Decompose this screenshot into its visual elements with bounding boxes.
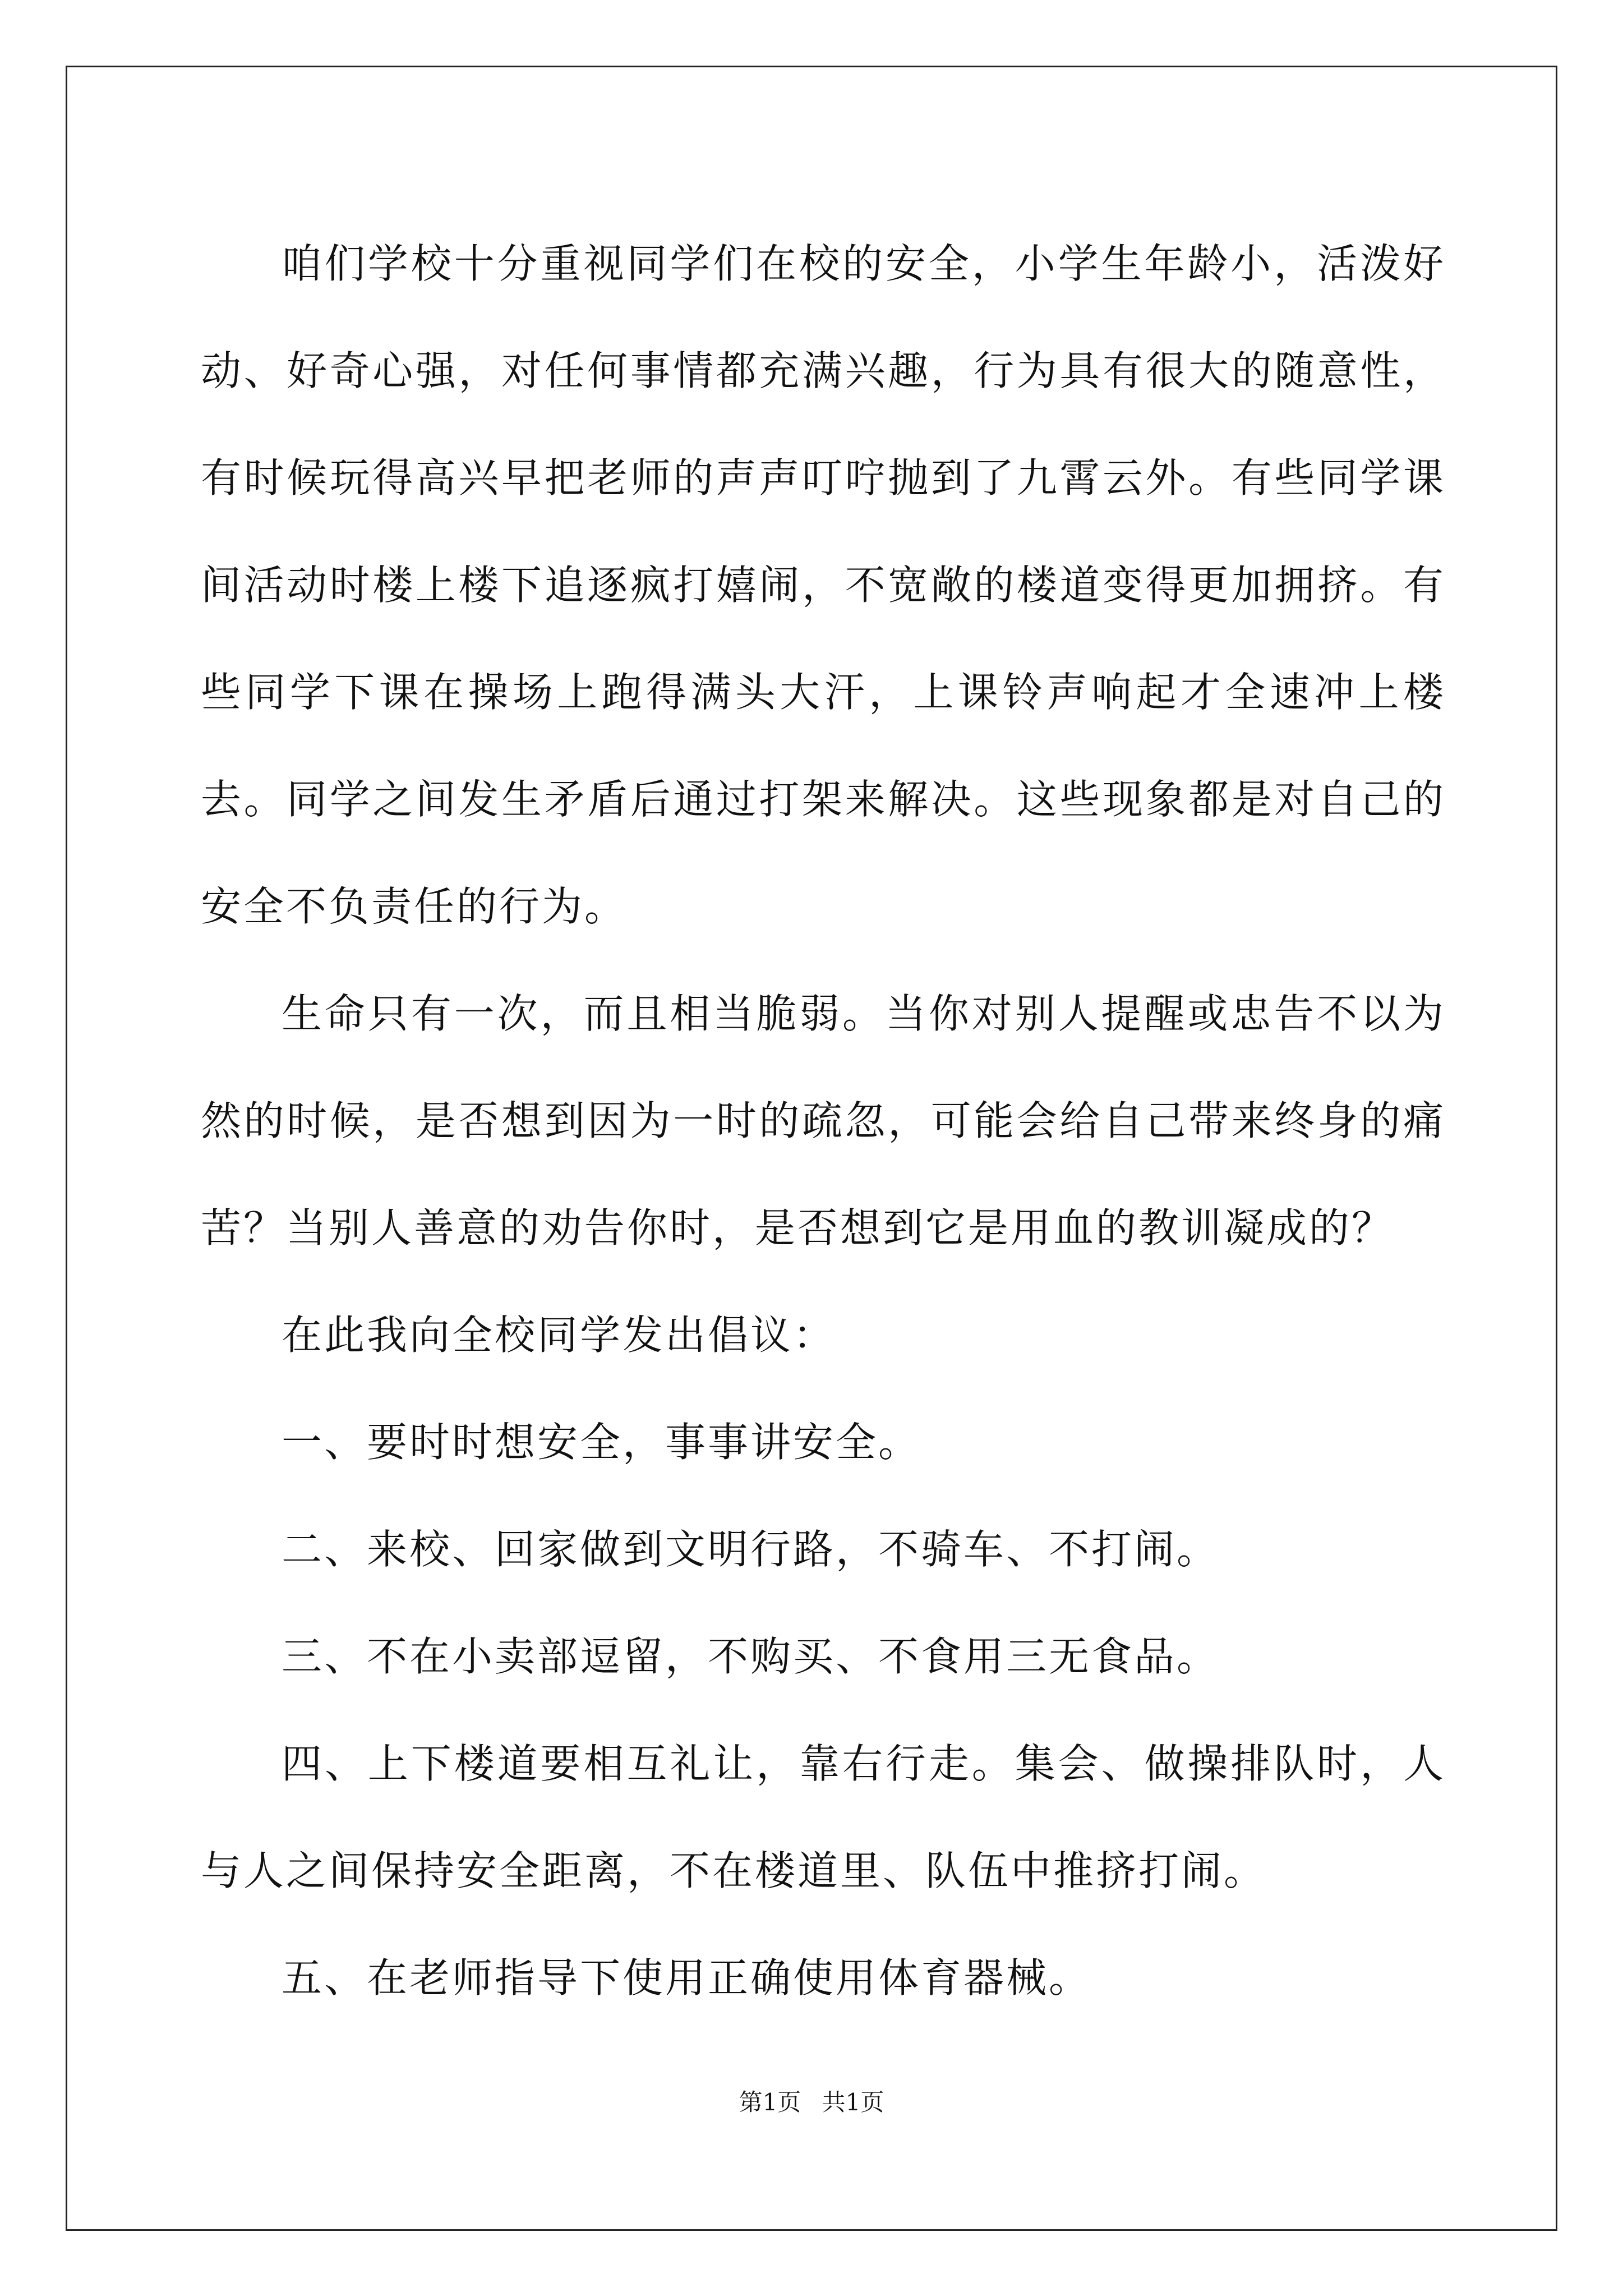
document-body [201,210,1446,2032]
paragraph: 生命只有一次，而且相当脆弱。当你对别人提醒或忠告不以为然的时候，是否想到因为一时的疏忽，可能会给自己带来终身的痛苦？当别人善意的劝告你时，是否想到它是用血的教训凝成的？ [201,990,1446,1251]
paragraph: 三、不在小卖部逗留，不购买、不食用三无食品。 [282,1633,1220,1680]
page-number: 第1页 [739,2088,801,2116]
paragraph: 四、上下楼道要相互礼让，靠右行走。集会、做操排队时，人与人之间保持安全距离，不在楼道里、队伍中推挤打闹。 [201,1740,1446,1894]
paragraph: 咱们学校十分重视同学们在校的安全，小学生年龄小，活泼好动、好奇心强，对任何事情都充满兴趣，行为具有很大的随意性，有时候玩得高兴早把老师的声声叮咛抛到了九霄云外。有些同学课间活动时楼上楼下追逐疯打嬉闹，不宽敞的楼道变得更加拥挤。有些同学下课在操场上跑得满头大汗，上课铃声响起才全速冲上楼去。同学之间发生矛盾后通过打架来解决。这些现象都是对自己的安全不负责任的行为。 [201,240,1446,930]
paragraph: 二、来校、回家做到文明行路，不骑车、不打闹。 [282,1526,1220,1573]
paragraph: 五、在老师指导下使用正确使用体育器械。 [282,1954,1092,2001]
paragraph: 在此我向全校同学发出倡议： [282,1312,836,1359]
page-footer [0,2084,1623,2118]
paragraph: 一、要时时想安全，事事讲安全。 [282,1419,921,1466]
page-total: 共1页 [822,2088,884,2116]
